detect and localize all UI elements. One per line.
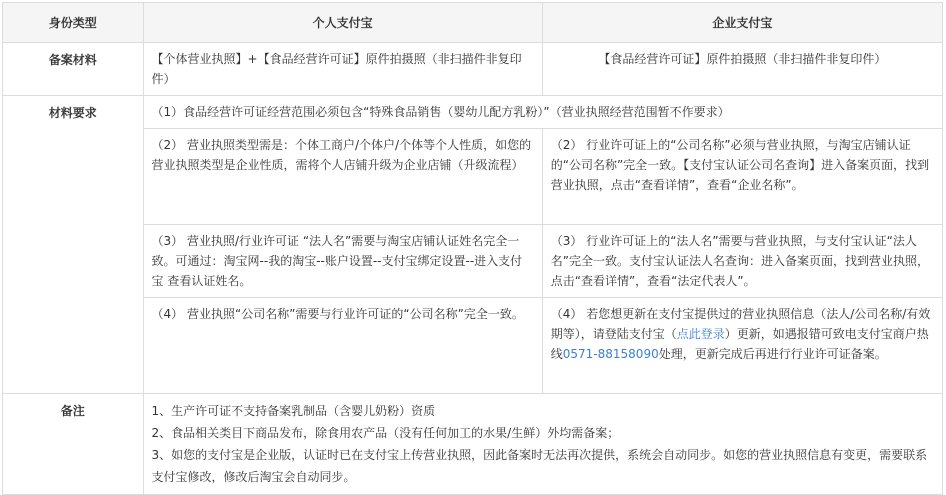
notes-label: 备注: [3, 394, 144, 495]
requirement-3-enterprise-cell: （3） 行业许可证上的“法人名”需要与营业执照，与支付宝认证“法人名”完全一致。支付宝认证法人名查询：进入备案页面，找到营业执照，点击“查看详情”，查看“法定代表人”。: [542, 225, 942, 298]
note-line-3: 3、如您的支付宝是企业版，认证时已在支付宝上传营业执照，因此备案时无法再次提供，系统会自动同步。如您的营业执照信息有变更，需要联系支付宝修改，修改后淘宝会自动同步。: [151, 448, 928, 484]
requirement-3-personal-cell: （3） 营业执照/行业许可证 “法人名”需要与淘宝店铺认证姓名完全一致。可通过：淘宝网--我的淘宝--账户设置--支付宝绑定设置--进入支付宝 查看认证姓名。: [143, 225, 542, 298]
requirement-4-text-b: ）更新，如遇报错可致电支付宝商户热线: [550, 327, 929, 361]
table-row: [3, 96, 943, 129]
header-identity-type: 身份类型: [3, 3, 144, 43]
table-row: [3, 43, 943, 96]
table-row: [3, 129, 943, 225]
requirements-label: 材料要求: [3, 96, 144, 394]
note-line-2: 2、食品相关类目下商品发布，除食用农产品（没有任何加工的水果/生鲜）外均需备案；: [151, 426, 620, 440]
requirement-4-text-c: 处理，更新完成后再进行行业许可证备案。: [658, 347, 887, 361]
requirement-4-text-a: （4） 若您想更新在支付宝提供过的营业执照信息（法人/公司名称/有效期等），请登陆支付宝（: [550, 307, 931, 341]
filing-personal-cell: 【个体营业执照】+【食品经营许可证】原件拍摄照（非扫描件非复印件）: [143, 43, 542, 96]
requirement-4-personal-cell: （4） 营业执照“公司名称”需要与行业许可证的“公司名称”完全一致。: [143, 298, 542, 394]
filing-requirements-table: [2, 2, 943, 495]
header-enterprise-alipay: 企业支付宝: [542, 3, 942, 43]
header-personal-alipay: 个人支付宝: [143, 3, 542, 43]
note-line-1: 1、生产许可证不支持备案乳制品（含婴儿奶粉）资质: [151, 404, 436, 418]
table-row: [3, 225, 943, 298]
filing-enterprise-cell: 【食品经营许可证】原件拍摄照（非扫描件非复印件）: [542, 43, 942, 96]
notes-cell: [143, 394, 942, 495]
filing-materials-label: 备案材料: [3, 43, 144, 96]
merchant-hotline-link[interactable]: 0571-88158090: [562, 347, 659, 361]
requirement-1-cell: （1）食品经营许可证经营范围必须包含“特殊食品销售（婴幼儿配方乳粉）”（营业执照经营范围暂不作要求）: [143, 96, 942, 129]
table-header-row: [3, 3, 943, 43]
login-link[interactable]: 点此登录: [676, 327, 725, 341]
table-row: [3, 298, 943, 394]
requirement-2-personal-cell: （2） 营业执照类型需是：个体工商户/个体户/个体等个人性质，如您的营业执照类型是企业性质，需将个人店铺升级为企业店铺（升级流程）: [143, 129, 542, 225]
table-row: [3, 394, 943, 495]
requirement-4-enterprise-cell: [542, 298, 942, 394]
requirement-2-enterprise-cell: （2） 行业许可证上的“公司名称”必须与营业执照，与淘宝店铺认证的“公司名称”完全一致。【支付宝认证公司名查询】进入备案页面，找到营业执照，点击“查看详情”，查看“企业名称”。: [542, 129, 942, 225]
